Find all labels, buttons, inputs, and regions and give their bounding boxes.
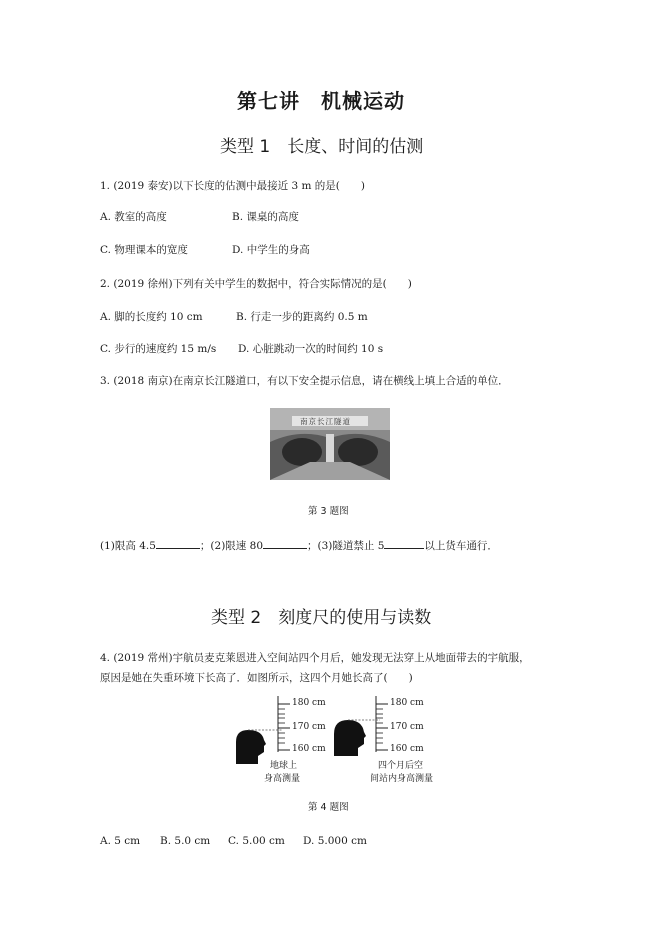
question-2-option-b: B. 行走一步的距离约 0.5 m (236, 311, 368, 323)
left-figure-label-line1: 地球上 (270, 761, 298, 771)
question-2-option-d: D. 心脏跳动一次的时间约 10 s (238, 343, 384, 355)
blank-2[interactable] (263, 538, 307, 549)
blank-3-prefix: ；(3)隧道禁止 5 (307, 540, 385, 552)
question-1-option-c: C. 物理课本的宽度 (100, 244, 188, 256)
question-4-stem-line2: 原因是她在失重环境下长高了．如图所示，这四个月她长高了( ) (100, 672, 413, 684)
left-scale-label-180: 180 cm (292, 698, 326, 708)
question-2-option-c: C. 步行的速度约 15 m/s (100, 343, 217, 355)
section-heading-type1: 类型 1 长度、时间的估测 (220, 137, 424, 157)
question-4-option-c: C. 5.00 cm (228, 835, 285, 847)
right-scale-label-170: 170 cm (390, 722, 424, 732)
figure-3-caption: 第 3 题图 (308, 506, 349, 517)
section-heading-type2: 类型 2 刻度尺的使用与读数 (211, 608, 432, 628)
question-4-option-b: B. 5.0 cm (160, 835, 211, 847)
question-1-option-b: B. 课桌的高度 (232, 211, 299, 223)
height-figure (228, 694, 453, 786)
right-figure-label-line1: 四个月后空 (378, 761, 424, 771)
blank-3[interactable] (384, 538, 424, 549)
question-2-option-a: A. 脚的长度约 10 cm (100, 311, 203, 323)
left-figure-label-line2: 身高测量 (264, 774, 301, 784)
page-title: 第七讲 机械运动 (237, 89, 405, 113)
figure-4-caption: 第 4 题图 (308, 802, 349, 813)
blank-1-prefix: (1)限高 4.5 (100, 540, 156, 552)
left-scale-label-160: 160 cm (292, 744, 326, 754)
right-figure-label-line2: 间站内身高测量 (370, 774, 434, 784)
question-2-stem: 2. (2019 徐州)下列有关中学生的数据中，符合实际情况的是( ) (100, 278, 412, 290)
tunnel-photo (270, 408, 390, 480)
question-1-stem: 1. (2019 泰安)以下长度的估测中最接近 3 m 的是( ) (100, 180, 365, 192)
left-scale-label-170: 170 cm (292, 722, 326, 732)
question-4-option-d: D. 5.000 cm (303, 835, 367, 847)
blank-2-prefix: ；(2)限速 80 (199, 540, 263, 552)
question-4-stem-line1: 4. (2019 常州)宇航员麦克莱恩进入空间站四个月后，她发现无法穿上从地面带去的宇航服， (100, 652, 530, 664)
blank-tail: 以上货车通行． (424, 540, 498, 552)
blank-1[interactable] (156, 538, 200, 549)
right-scale-label-160: 160 cm (390, 744, 424, 754)
question-3-blanks (100, 538, 498, 553)
question-1-option-a: A. 教室的高度 (100, 211, 167, 223)
question-1-option-d: D. 中学生的身高 (232, 244, 310, 256)
question-3-stem: 3. (2018 南京)在南京长江隧道口，有以下安全提示信息，请在横线上填上合适的单位． (100, 375, 509, 387)
question-4-option-a: A. 5 cm (100, 835, 141, 847)
tunnel-sign-text: 南京长江隧道 (300, 417, 351, 426)
right-scale-label-180: 180 cm (390, 698, 424, 708)
